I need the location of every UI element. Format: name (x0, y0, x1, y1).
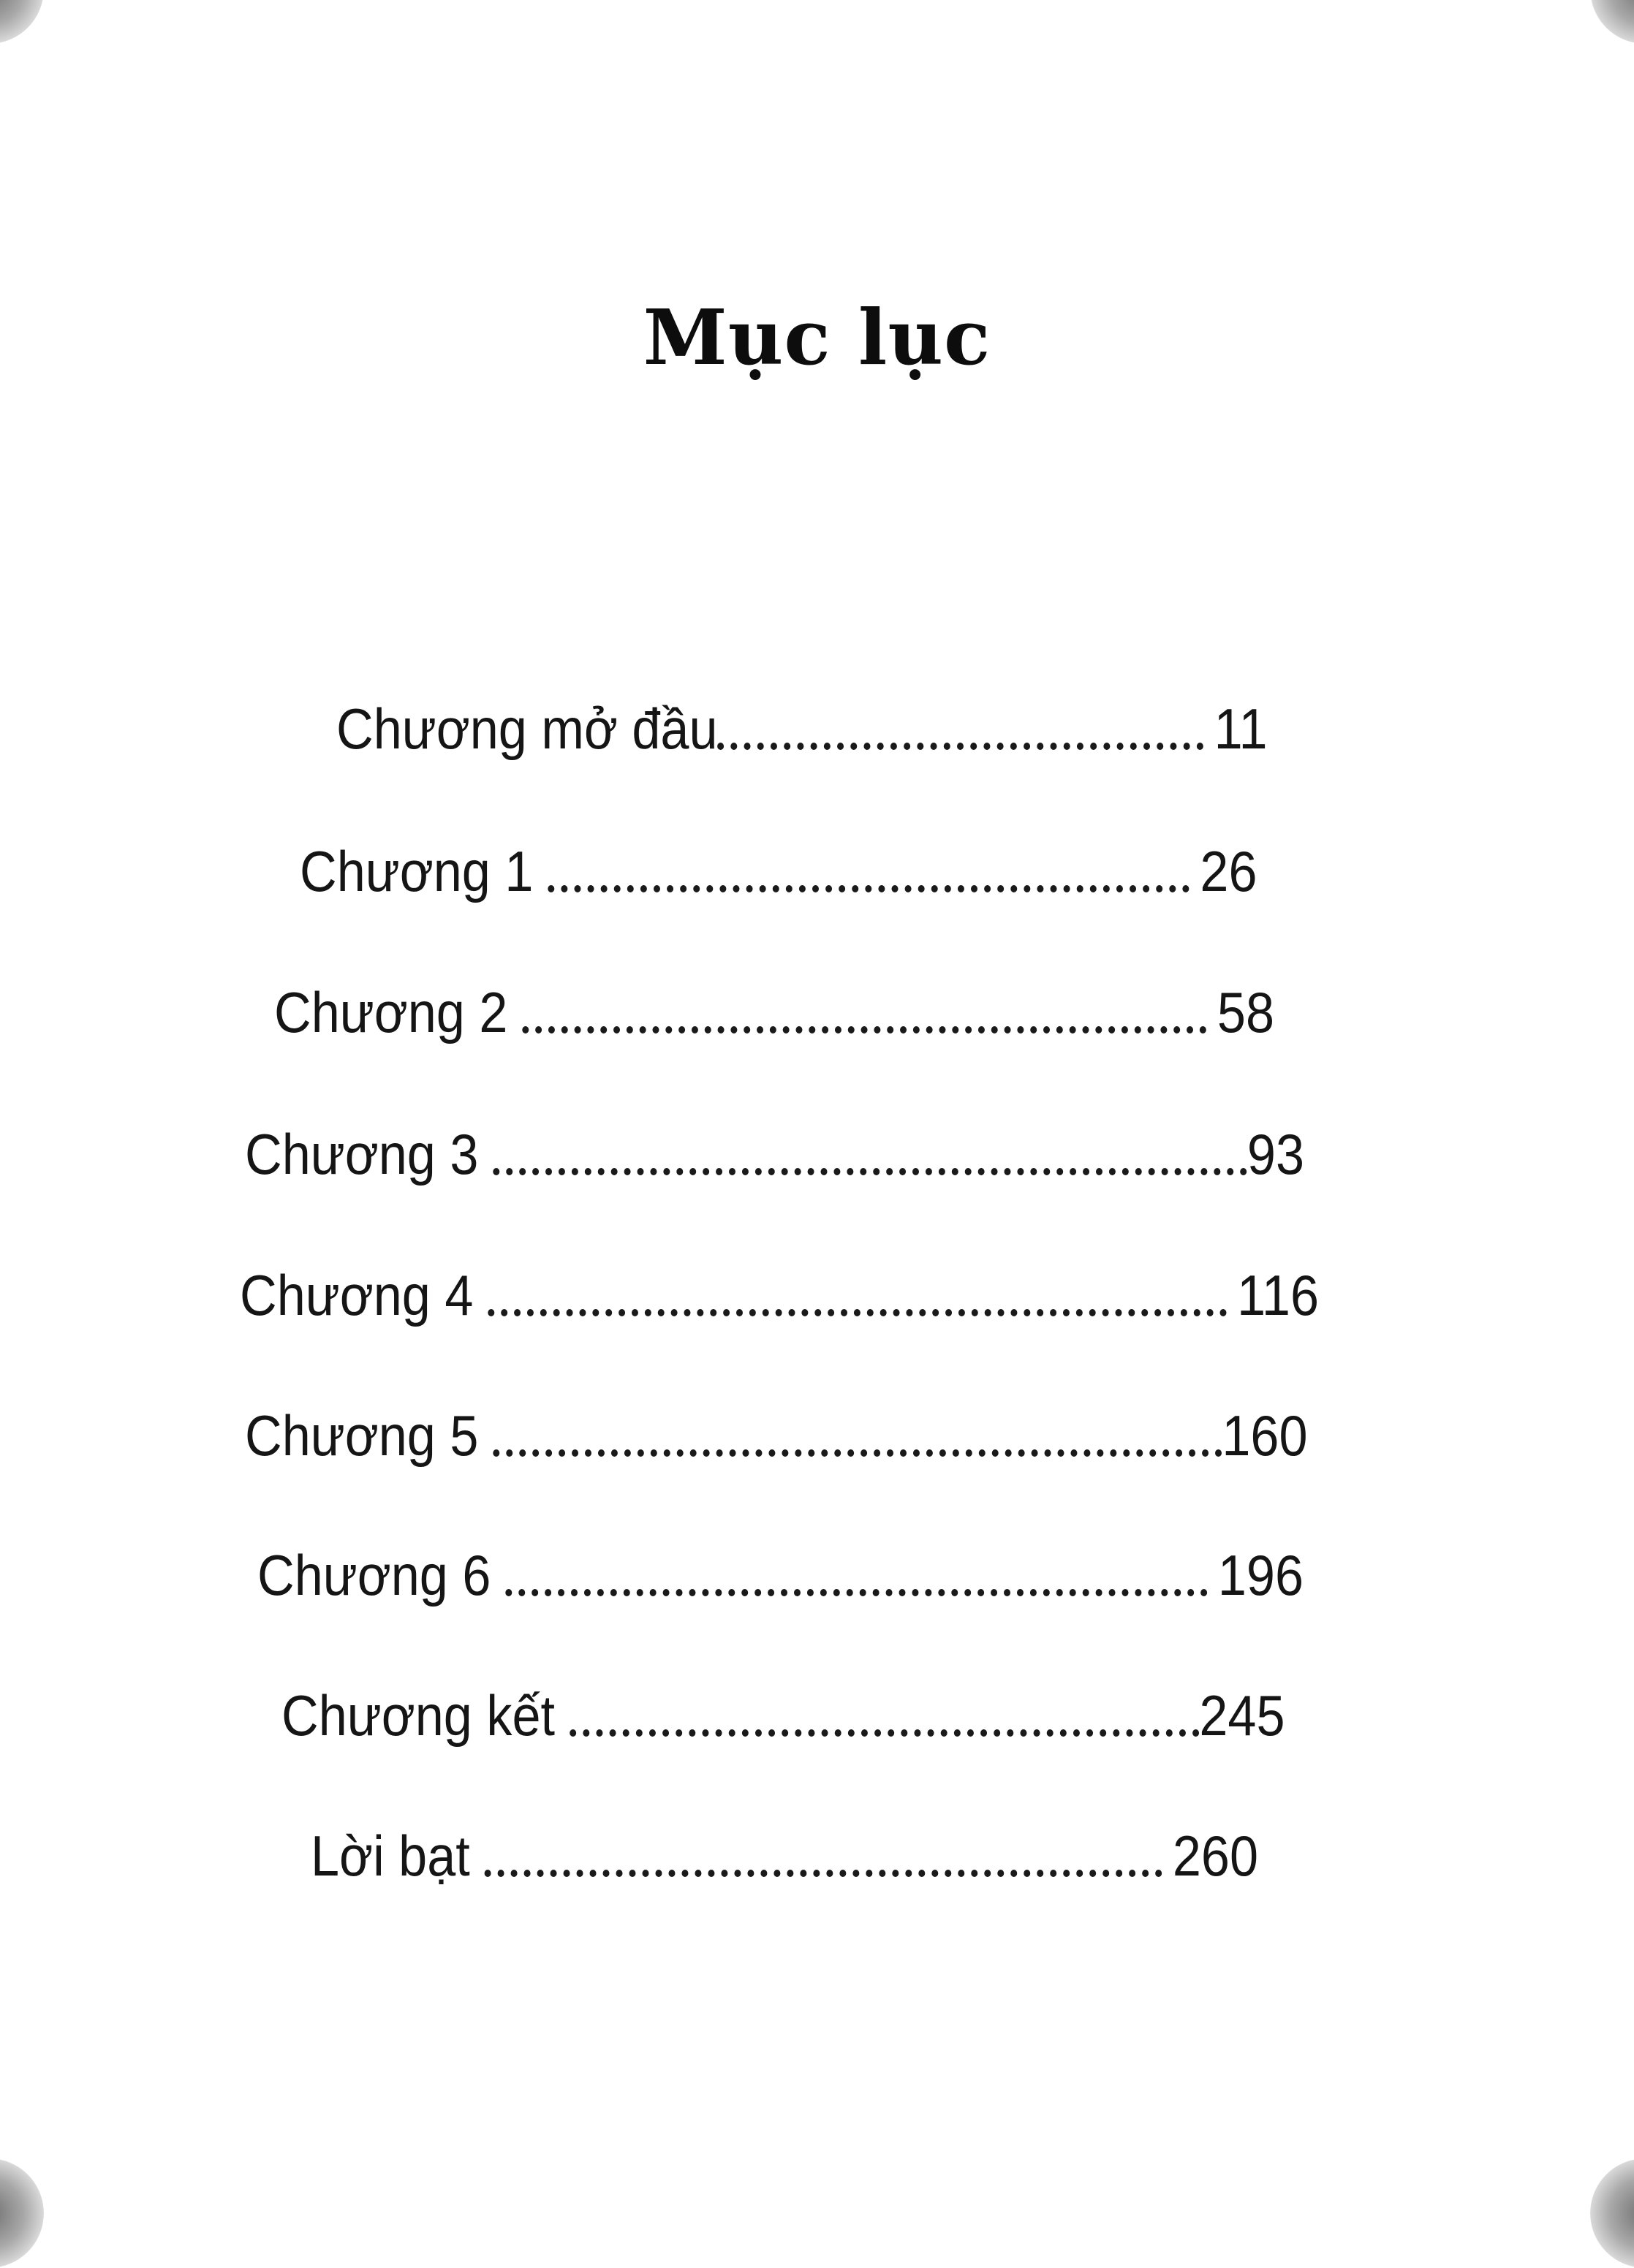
toc-leader-dots (485, 1870, 1162, 1877)
toc-entry-label: Lời bạt (311, 1824, 470, 1888)
toc-entry-label: Chương 4 (240, 1263, 474, 1327)
toc-entry-label: Chương 2 (274, 980, 508, 1044)
page-title: Mục lục (643, 292, 991, 382)
toc-entry (245, 1105, 1304, 1186)
toc-entry (245, 1387, 1308, 1467)
toc-entry-page: 196 (1217, 1543, 1304, 1607)
toc-leader-dots (522, 1026, 1206, 1034)
toc-entry-label: Chương 1 (300, 839, 534, 903)
toc-entry-label: Chương 3 (245, 1122, 479, 1186)
toc-entry-label: Chương mở đầu (336, 697, 718, 761)
toc-leader-dots (505, 1589, 1207, 1596)
toc-entry (300, 822, 1257, 903)
toc-entry-page: 245 (1199, 1683, 1285, 1748)
toc-entry (240, 1246, 1319, 1327)
toc-entry (311, 1807, 1258, 1887)
toc-entry-page: 260 (1172, 1824, 1258, 1888)
toc-leader-dots (493, 1449, 1222, 1457)
toc-entry-page: 58 (1217, 980, 1274, 1044)
toc-leader-dots (570, 1729, 1200, 1737)
toc-leader-dots (548, 885, 1189, 892)
toc-leader-dots (488, 1309, 1226, 1316)
toc-entry (336, 680, 1268, 760)
toc-entry-page: 93 (1247, 1122, 1304, 1186)
scan-corner-shadow (1590, 0, 1634, 44)
toc-entry-label: Chương 6 (257, 1543, 491, 1607)
toc-leader-dots (718, 743, 1204, 750)
toc-entry-page: 116 (1237, 1263, 1319, 1327)
scan-corner-shadow (0, 2158, 44, 2268)
toc-entry-page: 26 (1200, 839, 1257, 903)
toc-entry (281, 1666, 1285, 1747)
toc-entry (274, 963, 1274, 1044)
scan-corner-shadow (1590, 2158, 1634, 2268)
toc-entry-label: Chương kết (281, 1683, 556, 1748)
toc-entry-page: 11 (1214, 697, 1268, 761)
toc-entry-label: Chương 5 (245, 1403, 479, 1468)
toc-entry (257, 1526, 1304, 1607)
scan-corner-shadow (0, 0, 44, 44)
toc-leader-dots (493, 1168, 1247, 1175)
toc-entry-page: 160 (1222, 1403, 1308, 1468)
